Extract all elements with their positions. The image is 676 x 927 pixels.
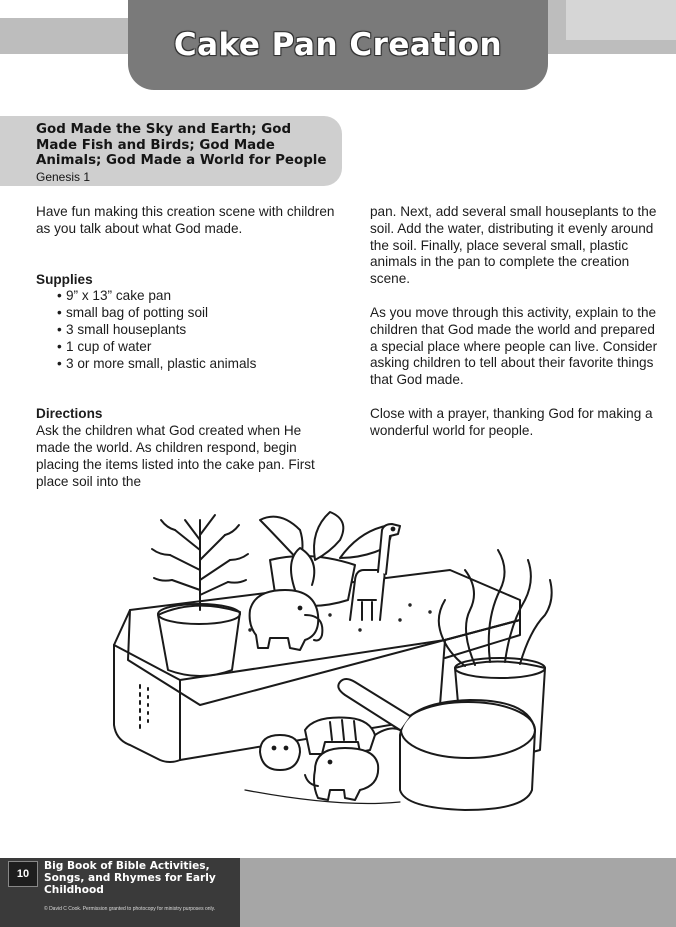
lesson-title: God Made the Sky and Earth; God Made Fish and Birds; God Made Animals; God Made a World for People xyxy=(36,122,327,168)
intro-text: Have fun making this creation scene with children as you talk about what God made. xyxy=(36,204,335,236)
supply-item: small bag of potting soil xyxy=(66,305,209,321)
supply-item: 1 cup of water xyxy=(66,338,152,354)
right-column xyxy=(370,204,662,440)
spacer xyxy=(36,238,336,272)
page-title: Cake Pan Creation xyxy=(173,27,503,63)
lesson-reference: Genesis 1 xyxy=(36,170,91,184)
closing-text: Close with a prayer, thanking God for making a wonderful world for people. xyxy=(370,405,653,438)
list-item xyxy=(36,288,336,305)
directions-text: Ask the children what God created when He made the world. As children respond, begin placing the items listed into the cake pan. First place soil into the xyxy=(36,423,315,489)
spacer xyxy=(370,389,662,406)
supply-item: 3 small houseplants xyxy=(66,321,187,337)
book-title: Big Book of Bible Activities, Songs, and Rhymes for Early Childhood xyxy=(44,860,216,896)
header-band-accent xyxy=(566,0,676,40)
bullet-icon: • xyxy=(57,321,62,337)
supply-item: 3 or more small, plastic animals xyxy=(66,355,257,371)
supplies-heading: Supplies xyxy=(36,271,93,287)
page-number: 10 xyxy=(8,861,38,887)
bullet-icon: • xyxy=(57,338,62,354)
directions-heading: Directions xyxy=(36,406,103,422)
bullet-icon: • xyxy=(57,288,62,304)
spacer xyxy=(370,288,662,305)
copyright-notice: © David C Cook. Permission granted to photocopy for ministry purposes only. xyxy=(44,906,216,912)
title-tab xyxy=(128,0,548,90)
directions-continued: pan. Next, add several small houseplants to the soil. Add the water, distributing it evenly around the soil. Finally, place several small, plastic animals in the pan to complete the creation scene. xyxy=(370,204,657,287)
header-band-cutout xyxy=(0,0,128,18)
bullet-icon: • xyxy=(57,355,62,371)
supplies-list xyxy=(36,288,336,372)
left-column xyxy=(36,204,336,490)
list-item xyxy=(36,356,336,373)
list-item xyxy=(36,339,336,356)
explain-text: As you move through this activity, explain to the children that God made the world and prepared a special place where people can live. Consider asking children to tell about their favorite things that God made. xyxy=(370,304,658,388)
cake-pan-creation-drawing-icon xyxy=(100,490,560,830)
spacer xyxy=(36,372,336,406)
list-item xyxy=(36,322,336,339)
list-item xyxy=(36,305,336,322)
bullet-icon: • xyxy=(57,305,62,321)
supply-item: 9” x 13” cake pan xyxy=(66,288,172,304)
